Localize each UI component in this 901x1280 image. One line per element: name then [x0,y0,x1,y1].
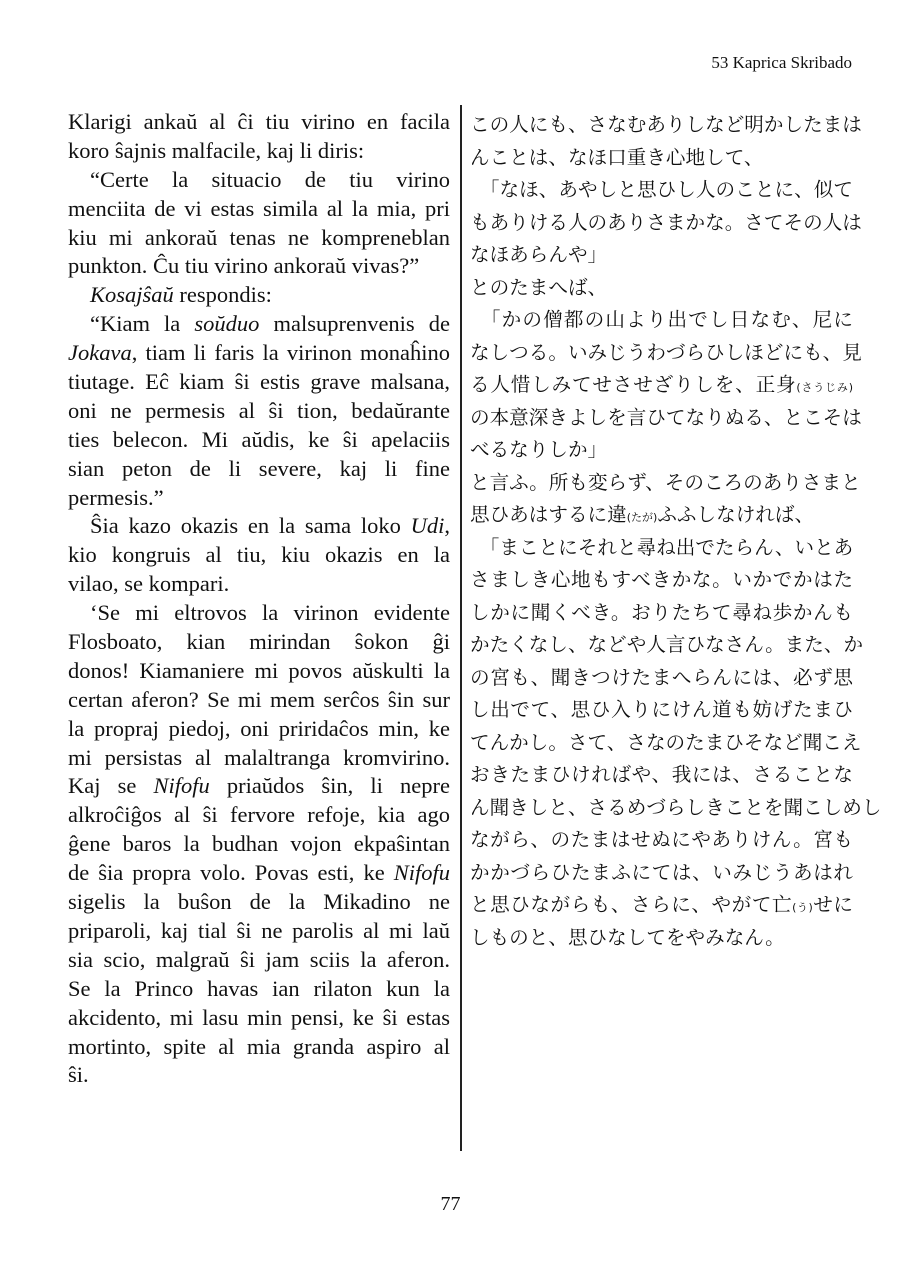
text-segment: priaŭdos ŝin, li nepre [209,773,450,799]
text-segment: かたくなし、などや人言ひなさん。また、か [470,633,864,656]
text-segment: なほあらんや」 [470,243,608,266]
text-line [470,272,853,305]
text-segment: の本意深きよしを言ひてなりぬる、とこそは [470,405,862,429]
text-segment: la propraj piedoj, oni priridaĉos min, ke [68,715,450,741]
text-line [470,434,853,467]
text-line [470,304,853,337]
text-line [470,629,864,662]
text-segment: Klarigi ankaŭ al ĉi tiu virino en facila [68,109,450,134]
text-segment: Ŝia kazo okazis en la sama loko [90,513,411,539]
text-segment: Flosboato, kian mirindan ŝokon ĝi [68,629,450,655]
text-segment: respondis: [173,282,272,308]
text-line [470,109,862,142]
text-line [470,369,853,402]
text-line [68,166,450,195]
text-line [68,686,450,715]
text-line [68,715,450,744]
text-segment: もありける人のありさまかな。さてその人は [470,210,862,234]
text-line [470,402,862,435]
text-segment: punkton. Ĉu tiu virino ankoraŭ vivas?” [68,253,420,279]
text-segment: ĝene baros la budhan vojon ekpaŝintan [68,831,450,857]
reading-gloss: (たが) [626,511,658,524]
text-segment: と思ひながらも、さらに、やがて亡 [470,893,793,916]
text-line [68,744,450,773]
text-line [470,922,853,955]
text-line [68,772,450,801]
text-segment: sian peton de li severe, kaj li fine [68,455,450,481]
text-segment: Se la Princo havas ian rilaton kun la [68,975,450,1001]
text-segment: んことは、なほ口重き心地して、 [470,145,764,169]
text-line [68,975,450,1004]
text-segment: tiutage. Eĉ kiam ŝi estis grave malsana, [68,369,450,395]
text-line [68,599,450,628]
text-line [68,368,450,397]
text-segment: しかに聞くべき。おりたちて尋ね歩かんも [470,600,853,624]
text-line [68,426,450,455]
text-segment: しものと、思ひなしてをやみなん。 [470,925,785,949]
text-segment: alkroĉiĝos al ŝi fervore refoje, kia ago [68,802,450,828]
text-line [68,1061,450,1090]
text-line [68,224,450,253]
text-segment: Kaj se [68,773,154,799]
text-line [68,108,450,137]
text-segment: ふふしなければ、 [657,503,815,526]
text-segment: おきたまひければや、我には、さることな [470,763,853,786]
text-segment: かかづらひたまふにては、いみじうあはれ [470,860,853,884]
text-line [470,597,853,630]
italic-text: Nifofu [393,860,450,886]
text-line [470,857,853,890]
text-line [68,455,450,484]
text-segment: と言ふ。所も変らず、そのころのありさまと [470,470,861,494]
text-segment: sia scio, malgraŭ ŝi jam sciis la aferon. [68,946,450,972]
text-segment: vilao, se kompari. [68,571,230,597]
italic-text: Jokava [68,340,132,366]
text-segment: “Kiam la [90,311,195,337]
text-line [470,564,853,597]
text-line [68,1004,450,1033]
text-segment: mortinto, spite al mia granda aspiro al [68,1033,450,1059]
text-line [68,888,450,917]
text-segment: 思ひあはするに違 [470,503,627,526]
text-line [68,512,450,541]
reading-gloss: (う) [792,901,813,914]
text-segment: ‘Se mi eltrovos la virinon evidente [90,600,450,626]
text-segment: kio kongruis al tiu, kiu okazis en la [68,542,450,568]
text-segment: sigelis la buŝon de la Mikadino ne [68,889,450,915]
text-line [68,859,450,888]
text-line [470,759,853,792]
text-line [470,727,862,760]
text-line [470,207,862,240]
text-segment: とのたまへば、 [470,275,608,299]
running-header: 53 Kaprica Skribado [711,53,852,72]
text-segment: kiu mi ankoraŭ tenas ne kompreneblan [68,224,450,250]
reading-gloss: (さうじみ) [796,381,853,394]
text-line [68,397,450,426]
text-segment: さましき心地もすべきかな。いかでかはた [470,568,853,591]
text-line [68,541,450,570]
column-divider [460,105,462,1151]
text-segment: の宮も、聞きつけたまへらんには、必ず思 [470,665,853,689]
text-segment: malsuprenvenis de [259,311,450,337]
text-line [470,889,853,922]
text-line [470,792,882,825]
text-segment: なしつる。いみじうわづらひしほどにも、見 [470,340,862,364]
text-line [470,824,853,857]
text-line [470,662,853,695]
text-line [68,946,450,975]
text-segment: oni ne permesis al ŝi tion, bedaŭrante [68,397,450,423]
text-segment: , [444,513,450,539]
text-segment: 「かの僧都の山より出でし日なむ、尼に [470,308,853,331]
text-line [68,252,450,281]
text-line [68,570,450,599]
text-segment: 「なほ、あやしと思ひし人のことに、似て [470,178,853,201]
esperanto-column [68,108,450,1090]
text-line [470,467,861,500]
text-segment: de ŝia propra volo. Povas esti, ke [68,860,394,886]
japanese-column [470,109,882,954]
text-segment: この人にも、さなむありしなど明かしたまは [470,113,862,136]
text-segment: “Certe la situacio de tiu virino [90,166,450,192]
text-segment: ん聞きしと、さるめづらしきことを聞こしめし [470,795,882,819]
text-line [68,657,450,686]
text-line [470,337,862,370]
text-line [470,694,853,727]
text-segment: koro ŝajnis malfacile, kaj li diris: [68,137,365,163]
text-line [68,310,450,339]
text-segment: akcidento, mi lasu min pensi, ke ŝi estas [68,1004,450,1030]
text-segment: ながら、のたまはせぬにやありけん。宮も [470,828,853,851]
text-segment: る人惜しみてせさせざりしを、正身 [470,373,797,396]
text-line [68,484,450,513]
italic-text: Udi [410,513,445,539]
text-segment: , tiam li faris la virinon monaĥino [131,340,450,366]
text-line [68,137,450,166]
text-line [68,628,450,657]
text-segment: donos! Kiamaniere mi povos aŭskulti la [68,657,450,683]
text-segment: certan aferon? Se mi mem serĉos ŝin sur [68,686,450,712]
text-segment: menciita de vi estas simila al la mia, pri [68,195,450,221]
text-line [68,1033,450,1062]
text-line [470,532,853,565]
text-line [68,917,450,946]
text-segment: せに [812,893,853,916]
text-segment: ties belecon. Mi aŭdis, ke ŝi apelaciis [68,426,450,452]
text-segment: べるなりしか」 [470,438,608,461]
text-line [470,239,853,272]
text-line [68,801,450,830]
text-segment: mi persistas al malaltranga kromvirino. [68,744,450,770]
italic-text: soŭduo [194,311,260,337]
text-line [68,830,450,859]
text-line [68,195,450,224]
text-line [68,339,450,368]
text-line [68,281,450,310]
text-line [470,142,853,175]
text-segment: 「まことにそれと尋ね出でたらん、いとあ [470,535,854,559]
italic-text: Kosajŝaŭ [90,282,174,308]
text-segment: し出でて、思ひ入りにけん道も妨げたまひ [470,698,853,721]
italic-text: Nifofu [153,773,210,799]
text-segment: priparoli, kaj tial ŝi ne parolis al mi laŭ [68,917,450,943]
text-segment: ŝi. [68,1062,89,1088]
page-number: 77 [440,1193,461,1215]
text-line [470,499,853,532]
text-segment: てんかし。さて、さなのたまひそなど聞こえ [470,730,862,754]
text-segment: permesis.” [68,484,164,510]
text-line [470,174,853,207]
